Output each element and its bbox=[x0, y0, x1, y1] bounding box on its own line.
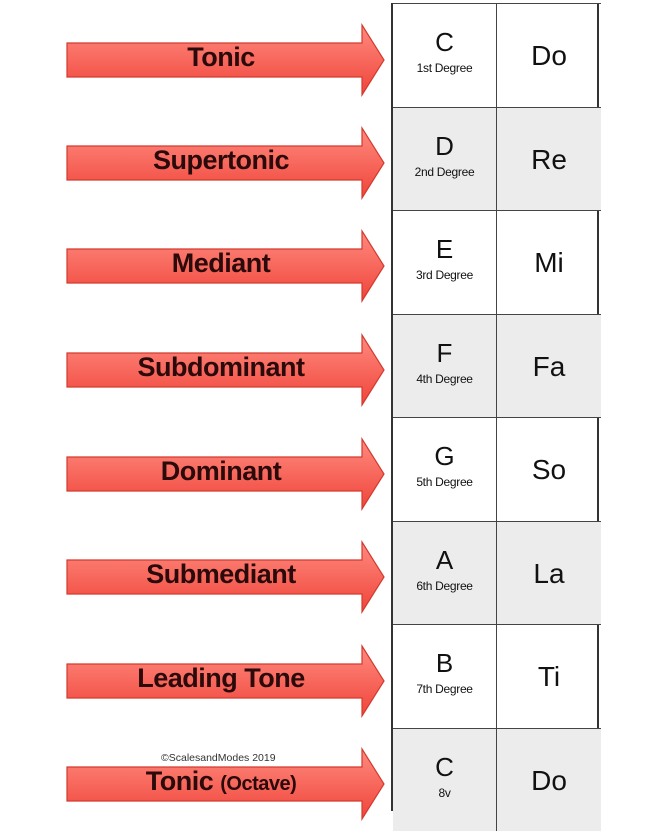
function-arrow bbox=[66, 438, 386, 510]
note-cell bbox=[393, 728, 497, 831]
note-letter: G bbox=[434, 441, 455, 471]
degree-label: 7th Degree bbox=[416, 682, 473, 696]
solfege-cell bbox=[497, 3, 601, 107]
solfege-cell bbox=[497, 314, 601, 417]
note-letter: D bbox=[435, 131, 454, 161]
solfege-syllable: Do bbox=[531, 40, 567, 71]
function-name: Tonic bbox=[187, 42, 255, 72]
degree-label: 8v bbox=[438, 786, 451, 800]
function-name: Supertonic bbox=[152, 145, 289, 175]
solfege-syllable: Mi bbox=[534, 247, 564, 278]
function-name: Dominant bbox=[160, 456, 282, 486]
function-label bbox=[66, 145, 376, 176]
note-letter: A bbox=[435, 545, 454, 575]
degree-label: 3rd Degree bbox=[415, 268, 474, 282]
solfege-cell bbox=[497, 728, 601, 831]
degree-label: 2nd Degree bbox=[414, 165, 475, 179]
function-arrow bbox=[66, 127, 386, 199]
solfege-syllable: Re bbox=[531, 144, 567, 175]
function-arrow bbox=[66, 645, 386, 717]
function-label bbox=[66, 456, 376, 487]
solfege-cell bbox=[497, 107, 601, 210]
function-name: Subdominant bbox=[137, 352, 305, 382]
note-letter: B bbox=[435, 648, 454, 678]
function-name: Leading Tone bbox=[137, 663, 305, 693]
degree-label: 1st Degree bbox=[416, 61, 473, 75]
function-name: Mediant bbox=[171, 248, 271, 278]
note-cell bbox=[393, 314, 497, 417]
note-letter: C bbox=[435, 752, 454, 782]
degree-label: 5th Degree bbox=[416, 475, 473, 489]
solfege-syllable: Fa bbox=[532, 351, 566, 382]
note-cell bbox=[393, 624, 497, 728]
solfege-cell bbox=[497, 624, 601, 728]
degree-label: 4th Degree bbox=[416, 372, 473, 386]
function-label bbox=[66, 42, 376, 73]
solfege-cell bbox=[497, 417, 601, 521]
solfege-syllable: Ti bbox=[537, 661, 561, 692]
function-label bbox=[66, 559, 376, 590]
function-label bbox=[66, 766, 376, 797]
function-arrow bbox=[66, 541, 386, 613]
solfege-cell bbox=[497, 521, 601, 624]
note-cell bbox=[393, 107, 497, 210]
function-arrow bbox=[66, 24, 386, 96]
copyright-notice: ©ScalesandModes 2019 bbox=[161, 752, 276, 764]
note-cell bbox=[393, 417, 497, 521]
solfege-syllable: La bbox=[533, 558, 565, 589]
function-label bbox=[66, 663, 376, 694]
function-label bbox=[66, 248, 376, 279]
note-letter: C bbox=[435, 27, 454, 57]
solfege-cell bbox=[497, 210, 601, 314]
note-cell bbox=[393, 521, 497, 624]
note-cell bbox=[393, 210, 497, 314]
degree-label: 6th Degree bbox=[416, 579, 473, 593]
scale-table bbox=[391, 3, 599, 811]
note-cell bbox=[393, 3, 497, 107]
solfege-syllable: Do bbox=[531, 765, 567, 796]
note-letter: F bbox=[436, 338, 453, 368]
function-name: Tonic bbox=[145, 766, 214, 796]
solfege-syllable: So bbox=[531, 454, 567, 485]
function-label bbox=[66, 352, 376, 383]
function-arrow bbox=[66, 230, 386, 302]
function-suffix: (Octave) bbox=[220, 773, 297, 795]
function-arrow bbox=[66, 334, 386, 406]
function-name: Submediant bbox=[146, 559, 296, 589]
note-letter: E bbox=[435, 234, 454, 264]
